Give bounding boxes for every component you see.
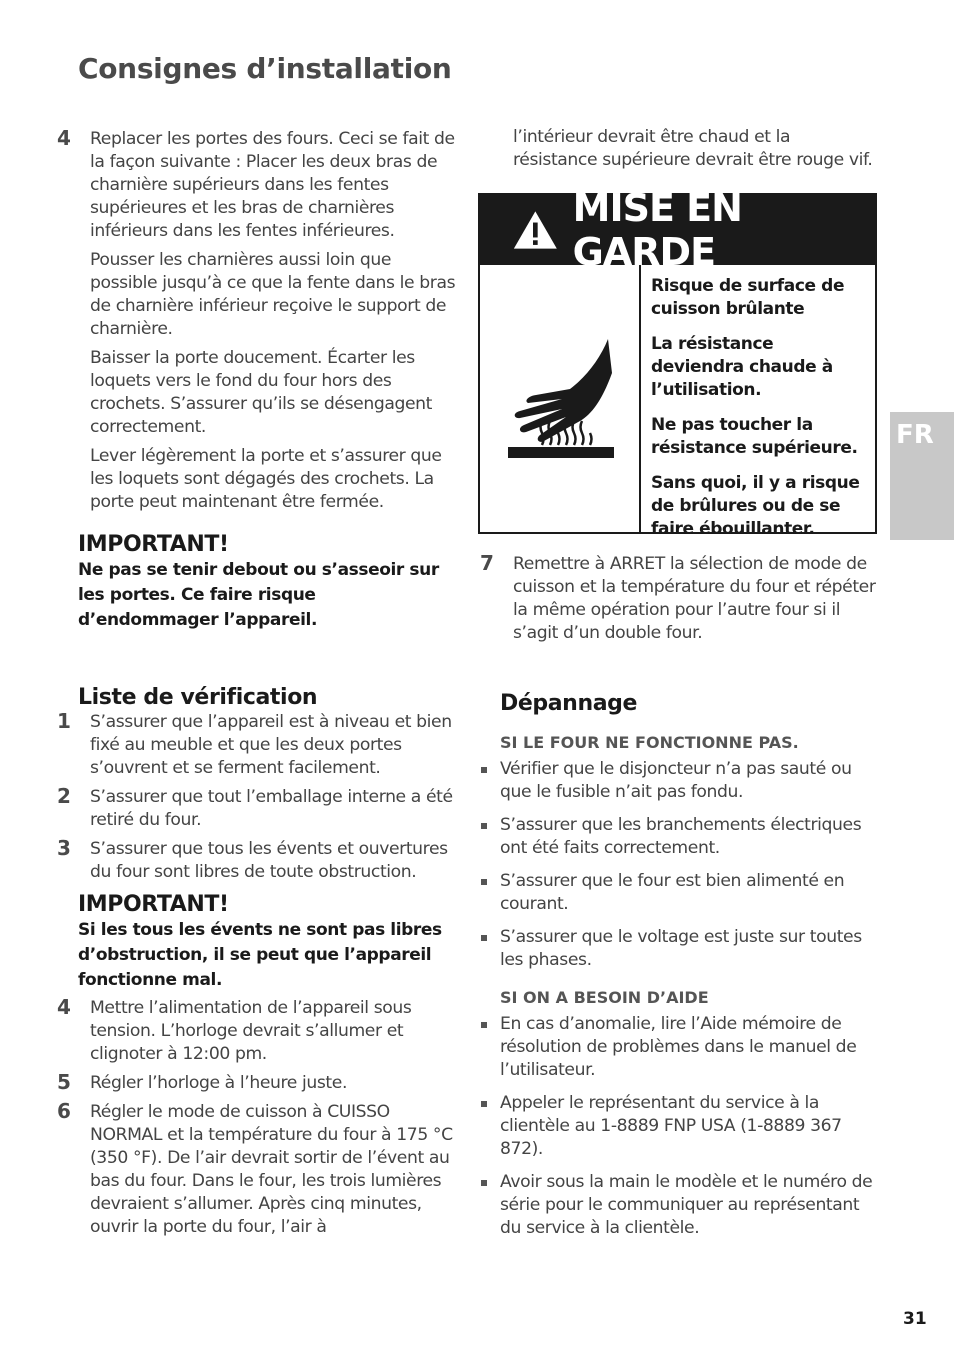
important-notice-vents — [55, 892, 460, 993]
step-paragraph: Baisser la porte doucement. Écarter les loquets vers le fond du four hors des crochets. S’assurer qu’ils se désengagent correctement. — [90, 348, 432, 437]
step-number: 2 — [57, 784, 71, 808]
checklist-steps-continued — [55, 997, 460, 1239]
warning-body — [480, 265, 875, 539]
hot-surface-icon-cell — [480, 265, 641, 532]
step-text: S’assurer que l’appareil est à niveau et bien fixé au meuble et que les deux portes s’ouvrent et se ferment facilement. — [90, 712, 452, 778]
step-text: S’assurer que tout l’emballage interne a été retiré du four. — [90, 787, 453, 830]
step-number: 4 — [57, 126, 71, 150]
step-paragraph: Pousser les charnières aussi loin que possible jusqu’à ce que la fente dans le bras de charnière inférieur reçoive le support de charnière. — [90, 250, 456, 339]
list-item: S’assurer que les branchements électriques ont été faits correctement. — [478, 814, 878, 860]
warning-line: Risque de surface de cuisson brûlante — [651, 276, 845, 319]
hot-surface-hand-icon — [504, 337, 616, 461]
checklist-step — [55, 711, 460, 780]
important-text: Si les tous les évents ne sont pas libres d’obstruction, il se peut que l’appareil fonctionne mal. — [78, 920, 442, 990]
list-item: Avoir sous la main le modèle et le numéro de série pour le communiquer au représentant du service à la clientèle. — [478, 1171, 878, 1240]
help-subheading: SI ON A BESOIN D’AIDE — [500, 988, 709, 1007]
troubleshooting-list — [478, 758, 878, 972]
list-item: S’assurer que le voltage est juste sur toutes les phases. — [478, 926, 878, 972]
troubleshooting-title: Dépannage — [500, 691, 638, 716]
help-list — [478, 1013, 878, 1240]
warning-triangle-icon — [512, 208, 559, 252]
right-continuation — [513, 126, 878, 172]
right-column-lower — [478, 553, 878, 1250]
language-tab — [890, 412, 954, 540]
step-number: 1 — [57, 709, 71, 733]
warning-line: La résistance deviendra chaude à l’utilisation. — [651, 334, 833, 400]
left-column — [55, 128, 460, 1245]
step-paragraph: Lever légèrement la porte et s’assurer que les loquets sont dégagés des crochets. La porte peut maintenant être fermée. — [90, 446, 442, 512]
checklist-title: Liste de vérification — [78, 685, 318, 710]
important-title: IMPORTANT! — [78, 532, 229, 557]
list-item: En cas d’anomalie, lire l’Aide mémoire de résolution de problèmes dans le manuel de l’utilisateur. — [478, 1013, 878, 1082]
important-title: IMPORTANT! — [78, 892, 229, 917]
step-paragraph: Replacer les portes des fours. Ceci se fait de la façon suivante : Placer les deux bras de charnière supérieurs dans les fentes supérieures et les bras de charnières inférieurs dans les fentes inférieures. — [90, 129, 455, 241]
checklist-step — [55, 1072, 460, 1095]
step-text: Remettre à ARRET la sélection de mode de cuisson et la température du four et répéter la même opération pour l’autre four si il s’agit d’un double four. — [513, 554, 876, 643]
step-4-doors — [55, 128, 460, 514]
step-text: S’assurer que tous les évents et ouvertures du four sont libres de toute obstruction. — [90, 839, 448, 882]
step-number: 4 — [57, 995, 71, 1019]
checklist-step — [55, 838, 460, 884]
warning-line: Sans quoi, il y a risque de brûlures ou de se faire ébouillanter. — [651, 473, 860, 539]
step-number: 6 — [57, 1099, 71, 1123]
important-text: Ne pas se tenir debout ou s’asseoir sur les portes. Ce faire risque d’endommager l’appareil. — [78, 560, 439, 630]
warning-line: Ne pas toucher la résistance supérieure. — [651, 415, 858, 458]
list-item: Appeler le représentant du service à la clientèle au 1-8889 FNP USA (1-8889 367 872). — [478, 1092, 878, 1161]
warning-text — [641, 265, 875, 539]
checklist-step — [55, 786, 460, 832]
troubleshooting-subheading: SI LE FOUR NE FONCTIONNE PAS. — [500, 733, 799, 752]
step-text: Régler l’horloge à l’heure juste. — [90, 1073, 348, 1093]
list-item: Vérifier que le disjoncteur n’a pas sauté ou que le fusible n’ait pas fondu. — [478, 758, 878, 804]
checklist-step — [55, 1101, 460, 1239]
step-number: 7 — [480, 551, 494, 575]
step-number: 5 — [57, 1070, 71, 1094]
important-notice-doors — [55, 532, 460, 633]
troubleshooting-section — [478, 691, 878, 1240]
step-text: Mettre l’alimentation de l’appareil sous tension. L’horloge devrait s’allumer et clignoter à 12:00 pm. — [90, 998, 412, 1064]
page-title: Consignes d’installation — [78, 52, 452, 85]
warning-header — [480, 186, 875, 274]
continuation-text: l’intérieur devrait être chaud et la résistance supérieure devrait être rouge vif. — [513, 127, 873, 170]
language-tab-label: FR — [896, 420, 934, 450]
warning-box — [478, 186, 877, 539]
step-text: Régler le mode de cuisson à CUISSO NORMAL et la température du four à 175 °C (350 °F). De l’air devrait sortir de l’évent au bas du four. Dans le four, les trois lumières devraient s’allumer. Après cinq minutes, ouvrir la porte du four, l’air à — [90, 1102, 453, 1237]
checklist-section — [55, 685, 460, 884]
warning-title: MISE EN GARDE — [572, 186, 742, 274]
step-number: 3 — [57, 836, 71, 860]
checklist-step — [55, 997, 460, 1066]
list-item: S’assurer que le four est bien alimenté en courant. — [478, 870, 878, 916]
step-7 — [478, 553, 878, 645]
page-number: 31 — [903, 1309, 927, 1329]
